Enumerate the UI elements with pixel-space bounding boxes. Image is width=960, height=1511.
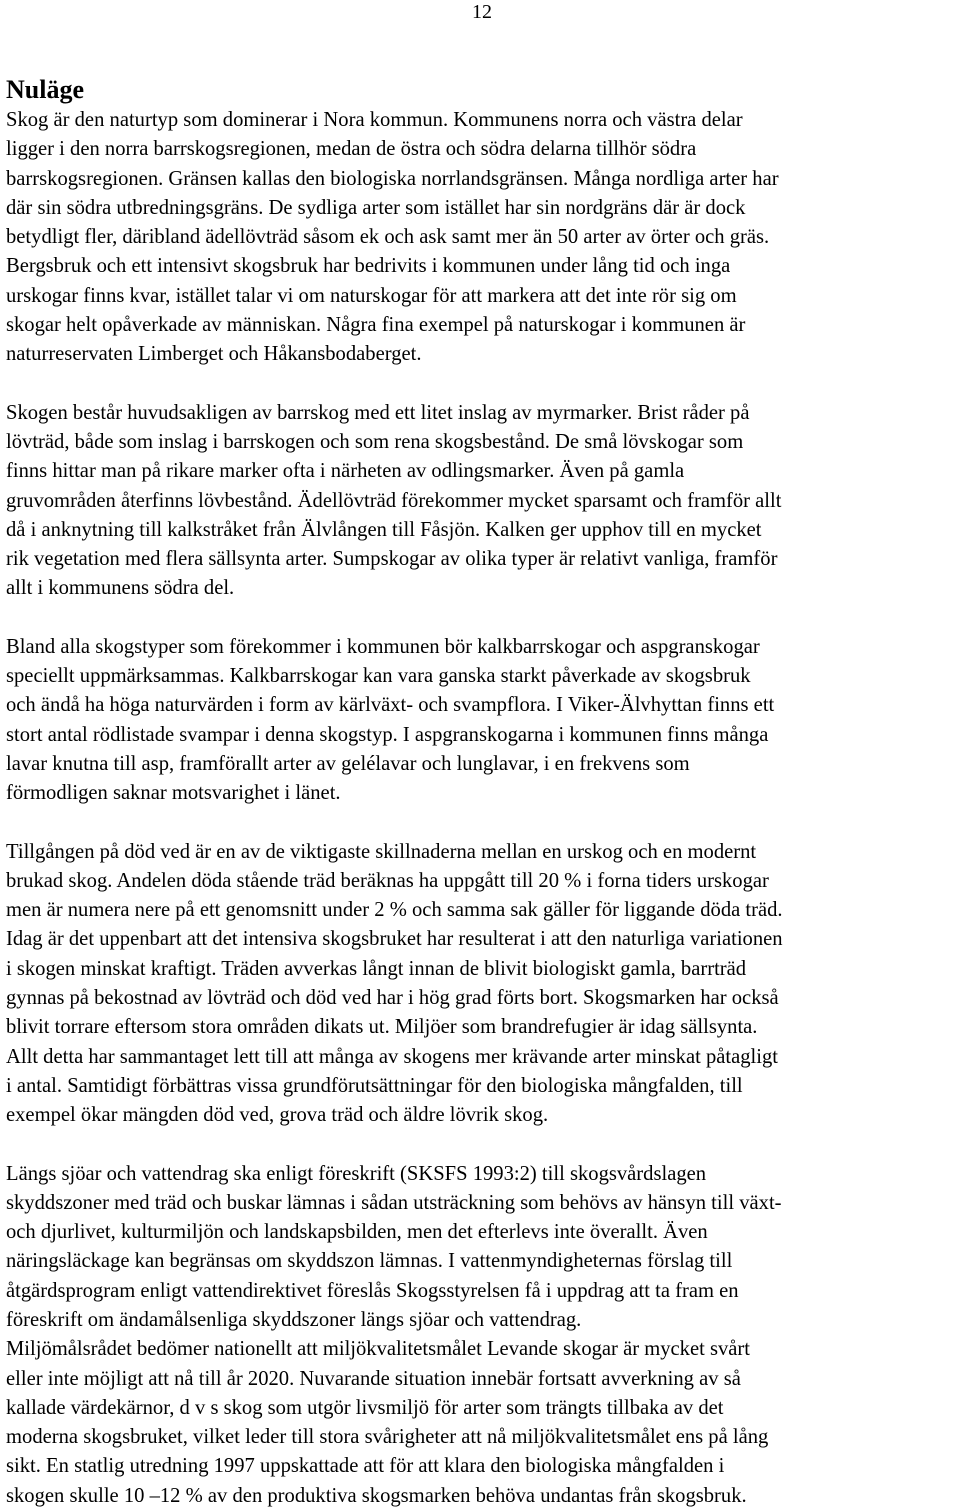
paragraph (6, 633, 958, 809)
text-line: moderna skogsbruket, vilket leder till stora svårigheter att nå miljökvalitetsmålet ens på lång (6, 1426, 769, 1449)
section-heading: Nuläge (6, 75, 84, 104)
text-line: näringsläckage kan begränsas om skyddszon lämnas. I vattenmyndigheternas förslag till (6, 1250, 733, 1273)
text-line: barrskogsregionen. Gränsen kallas den biologiska norrlandsgränsen. Många nordliga arter har (6, 167, 779, 190)
text-line: skogar helt opåverkade av människan. Några fina exempel på naturskogar i kommunen är (6, 314, 746, 337)
text-line: skogen skulle 10 –12 % av den produktiva skogsmarken behöva undantas från skogsbruk. (6, 1484, 747, 1507)
text-line: åtgärdsprogram enligt vattendirektivet föreslås Skogsstyrelsen få i uppdrag att ta fram en (6, 1279, 739, 1302)
text-line: Miljömålsrådet bedömer nationellt att miljökvalitetsmålet Levande skogar är mycket svårt (6, 1338, 751, 1361)
text-line: ligger i den norra barrskogsregionen, medan de östra och södra delarna tillhör södra (6, 138, 697, 161)
paragraph-container (6, 106, 958, 1511)
text-line: rik vegetation med flera sällsynta arter. Sumpskogar av olika typer är relativt vanliga, framför (6, 548, 778, 571)
paragraph (6, 1335, 958, 1511)
text-line: och ändå ha höga naturvärden i form av kärlväxt- och svampflora. I Viker-Älvhyttan finns ett (6, 694, 775, 717)
text-line: sikt. En statlig utredning 1997 uppskattade att för att klara den biologiska mångfalden i (6, 1455, 725, 1478)
text-line: urskogar finns kvar, istället talar vi om naturskogar för att markera att det inte rör sig om (6, 284, 737, 307)
text-line: och djurlivet, kulturmiljön och landskapsbilden, men det efterlevs inte överallt. Även (6, 1221, 708, 1244)
text-line: Idag är det uppenbart att det intensiva skogsbruket har resulterat i att den naturliga variationen (6, 928, 783, 951)
text-line: gynnas på bekostnad av lövträd och död ved har i hög grad förts bort. Skogsmarken har också (6, 987, 779, 1010)
paragraph (6, 399, 958, 604)
page-number: 12 (472, 1, 492, 23)
paragraph (6, 1160, 958, 1336)
text-line: speciellt uppmärksammas. Kalkbarrskogar kan vara ganska starkt påverkade av skogsbruk (6, 665, 751, 688)
text-line: då i anknytning till kalkstråket från Älvlången till Fåsjön. Kalken ger upphov till en mycket (6, 518, 762, 541)
text-line: skyddszoner med träd och buskar lämnas i sådan utsträckning som behövs av hänsyn till växt- (6, 1191, 782, 1214)
text-line: i antal. Samtidigt förbättras vissa grundförutsättningar för den biologiska mångfalden, till (6, 1074, 743, 1097)
text-line: eller inte möjligt att nå till år 2020. Nuvarande situation innebär fortsatt avverkning av så (6, 1367, 741, 1390)
text-line: Bland alla skogstyper som förekommer i kommunen bör kalkbarrskogar och aspgranskogar (6, 635, 760, 658)
text-line: blivit torrare eftersom stora områden dikats ut. Miljöer som brandrefugier är idag sällsynta. (6, 1016, 758, 1039)
text-line: föreskrift om ändamålsenliga skyddszoner längs sjöar och vattendrag. (6, 1308, 582, 1331)
text-line: gruvområden återfinns lövbestånd. Ädellövträd förekommer mycket sparsamt och framför allt (6, 489, 782, 512)
text-line: Allt detta har sammantaget lett till att många av skogens mer krävande arter minskat påtagligt (6, 1045, 779, 1068)
text-line: där sin södra utbredningsgräns. De sydliga arter som istället har sin nordgräns där är dock (6, 196, 746, 219)
text-line: finns hittar man på rikare marker ofta i närheten av odlingsmarker. Även på gamla (6, 460, 685, 483)
text-line: Bergsbruk och ett intensivt skogsbruk har bedrivits i kommunen under lång tid och inga (6, 255, 731, 278)
text-line: betydligt fler, däribland ädellövträd såsom ek och ask samt mer än 50 arter av örter och gräs. (6, 226, 770, 249)
text-line: Skog är den naturtyp som dominerar i Nora kommun. Kommunens norra och västra delar (6, 109, 743, 131)
text-line: i skogen minskat kraftigt. Träden avverkas långt innan de blivit biologiskt gamla, barrträd (6, 957, 747, 980)
text-line: Längs sjöar och vattendrag ska enligt föreskrift (SKSFS 1993:2) till skogsvårdslagen (6, 1162, 707, 1185)
text-line: lövträd, både som inslag i barrskogen och som rena skogsbestånd. De små lövskogar som (6, 430, 744, 453)
text-line: förmodligen saknar motsvarighet i länet. (6, 782, 341, 805)
text-line: men är numera nere på ett genomsnitt under 2 % och samma sak gäller för liggande döda träd. (6, 899, 783, 922)
paragraph (6, 106, 958, 370)
text-line: lavar knutna till asp, framförallt arter av gelélavar och lunglavar, i en frekvens som (6, 752, 690, 775)
text-line: exempel ökar mängden död ved, grova träd och äldre lövrik skog. (6, 1104, 549, 1127)
document-body (6, 74, 958, 1511)
text-line: kallade värdekärnor, d v s skog som utgör livsmiljö för arter som trängts tillbaka av det (6, 1396, 724, 1419)
text-line: stort antal rödlistade svampar i denna skogstyp. I aspgranskogarna i kommunen finns många (6, 723, 769, 746)
text-line: Skogen består huvudsakligen av barrskog med ett litet inslag av myrmarker. Brist råder på (6, 401, 750, 424)
text-line: Tillgången på död ved är en av de viktigaste skillnaderna mellan en urskog och en modernt (6, 840, 757, 863)
text-line: allt i kommunens södra del. (6, 577, 235, 600)
text-line: brukad skog. Andelen döda stående träd beräknas ha uppgått till 20 % i forna tiders urskogar (6, 869, 769, 892)
paragraph (6, 838, 958, 1131)
text-line: naturreservaten Limberget och Håkansbodaberget. (6, 343, 422, 366)
